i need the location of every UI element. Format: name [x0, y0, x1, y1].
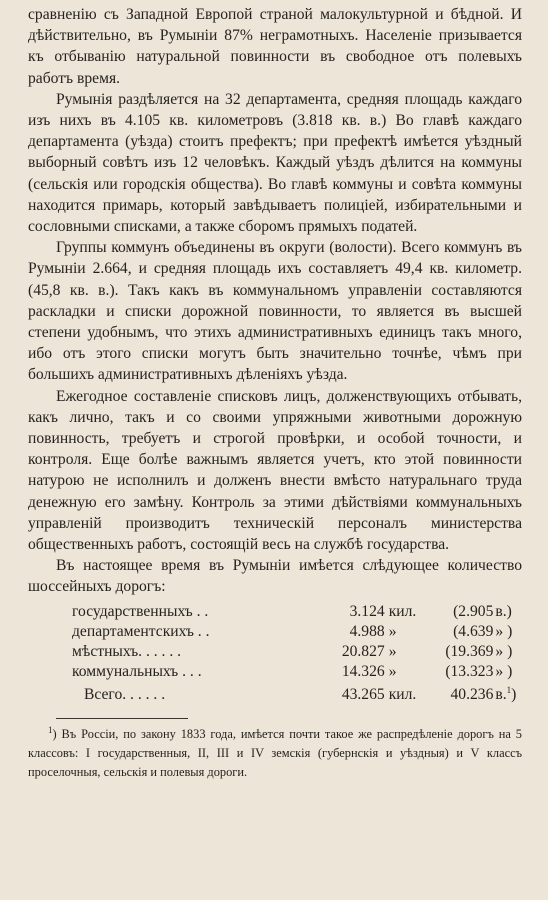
road-unit: » — [388, 622, 397, 640]
road-km: 4.988 — [349, 622, 385, 640]
table-row — [28, 602, 522, 622]
footnote-ref: 1 — [506, 684, 512, 695]
road-verst-unit: » ) — [495, 642, 513, 660]
table-row — [28, 642, 522, 662]
total-label: Всего. . . . . . — [84, 685, 166, 703]
road-verst-unit: » ) — [495, 662, 513, 680]
road-km: 14.326 — [341, 662, 385, 680]
road-category: мѣстныхъ. . . . . . — [72, 642, 182, 660]
road-verst: (4.639 — [453, 622, 494, 640]
road-category: департаментскихъ . . — [72, 622, 210, 640]
roads-table — [28, 602, 522, 708]
road-verst: (19.369 — [445, 642, 494, 660]
road-unit: кил. — [388, 602, 417, 620]
total-km: 43.265 — [341, 685, 385, 703]
footnote: $^1$) Въ Россіи, по закону 1833 года, имѣется почти такое же распредѣленіе дорогъ на 5 классовъ: I государственныя, II, III и IV земскія (губернскія и уѣздныя) и V классъ проселочныя, сельскія и полевыя дороги. — [28, 724, 522, 779]
road-verst-unit: » ) — [495, 622, 513, 640]
table-row — [28, 662, 522, 682]
footnote-mark: 1 — [48, 724, 53, 735]
total-verst-unit: в.$^1$) — [495, 684, 517, 703]
road-verst: (2.905 — [453, 602, 494, 620]
road-unit: » — [388, 642, 397, 660]
road-km: 20.827 — [341, 642, 385, 660]
road-verst: (13.323 — [445, 662, 494, 680]
body-text — [28, 4, 522, 598]
road-category: коммунальныхъ . . . — [72, 662, 202, 680]
paragraph-4: Ежегодное составленіе списковъ лицъ, долженствующихъ отбывать, какъ лично, такъ и со своими упряжными животными дорожную повинность, требуетъ и строгой провѣрки, и особой точности, и контроля. Еще болѣе важнымъ является учетъ, кто этой повинности натурою не исполнилъ и долженъ внести вмѣсто натуральнаго труда денежную его замѣну. Контроль за этими дѣйствіями коммунальныхъ управленій производитъ техническій персоналъ министерства общественныхъ работъ, состоящій весь на службѣ государства. — [28, 387, 522, 554]
road-km: 3.124 — [349, 602, 385, 620]
total-unit: кил. — [388, 685, 417, 703]
paragraph-2: Румынія раздѣляется на 32 департамента, средняя площадь каждаго изъ нихъ въ 4.105 кв. километровъ (3.818 кв. в.) Во главѣ каждаго департамента (уѣзда) стоитъ префектъ; при префектѣ имѣется уѣздный выборный совѣтъ изъ 12 человѣкъ. Каждый уѣздъ дѣлится на коммуны (сельскія или городскія общества). Во главѣ коммуны и совѣта коммуны находится примарь, который завѣдываетъ полиціей, избирательными и сословными списками, а также сборомъ прямыхъ податей. — [28, 90, 522, 236]
road-category: государственныхъ . . — [72, 602, 209, 620]
road-unit: » — [388, 662, 397, 680]
road-verst-unit: в.) — [495, 602, 512, 620]
footnote-rule — [56, 718, 188, 719]
table-total-row — [28, 682, 522, 708]
total-verst: 40.236 — [450, 685, 494, 703]
paragraph-3: Группы коммунъ объединены въ округи (волости). Всего коммунъ въ Румыніи 2.664, и средняя площадь ихъ составляетъ 49,4 кв. километр. (45,8 кв. в.). Такъ какъ въ коммунальномъ управленіи составляются раскладки и списки дорожной повинности, то является въ высшей степени удобнымъ, что этихъ административныхъ единицъ такъ много, ибо отъ этого списки могутъ быть значительно точнѣе, чѣмъ при большихъ административныхъ дѣленіяхъ уѣзда. — [28, 239, 522, 384]
paragraph-5: Въ настоящее время въ Румыніи имѣется слѣдующее количество шоссейныхъ дорогъ: — [28, 557, 522, 596]
paragraph-1: сравненію съ Западной Европой страной малокультурной и бѣдной. И дѣйствительно, въ Румыніи 87% неграмотныхъ. Населеніе призывается къ отбыванію натуральной повинности въ свободное отъ полевыхъ работъ время. — [28, 6, 522, 87]
total-verst-unit-text: в. — [495, 685, 507, 703]
footnote-text: Въ Россіи, по закону 1833 года, имѣется почти такое же распредѣленіе дорогъ на 5 классовъ: I государственныя, II, III и IV земскія (губернскія и уѣздныя) и V классъ проселочныя, сельскія и полевыя дороги. — [28, 726, 522, 779]
table-row — [28, 622, 522, 642]
